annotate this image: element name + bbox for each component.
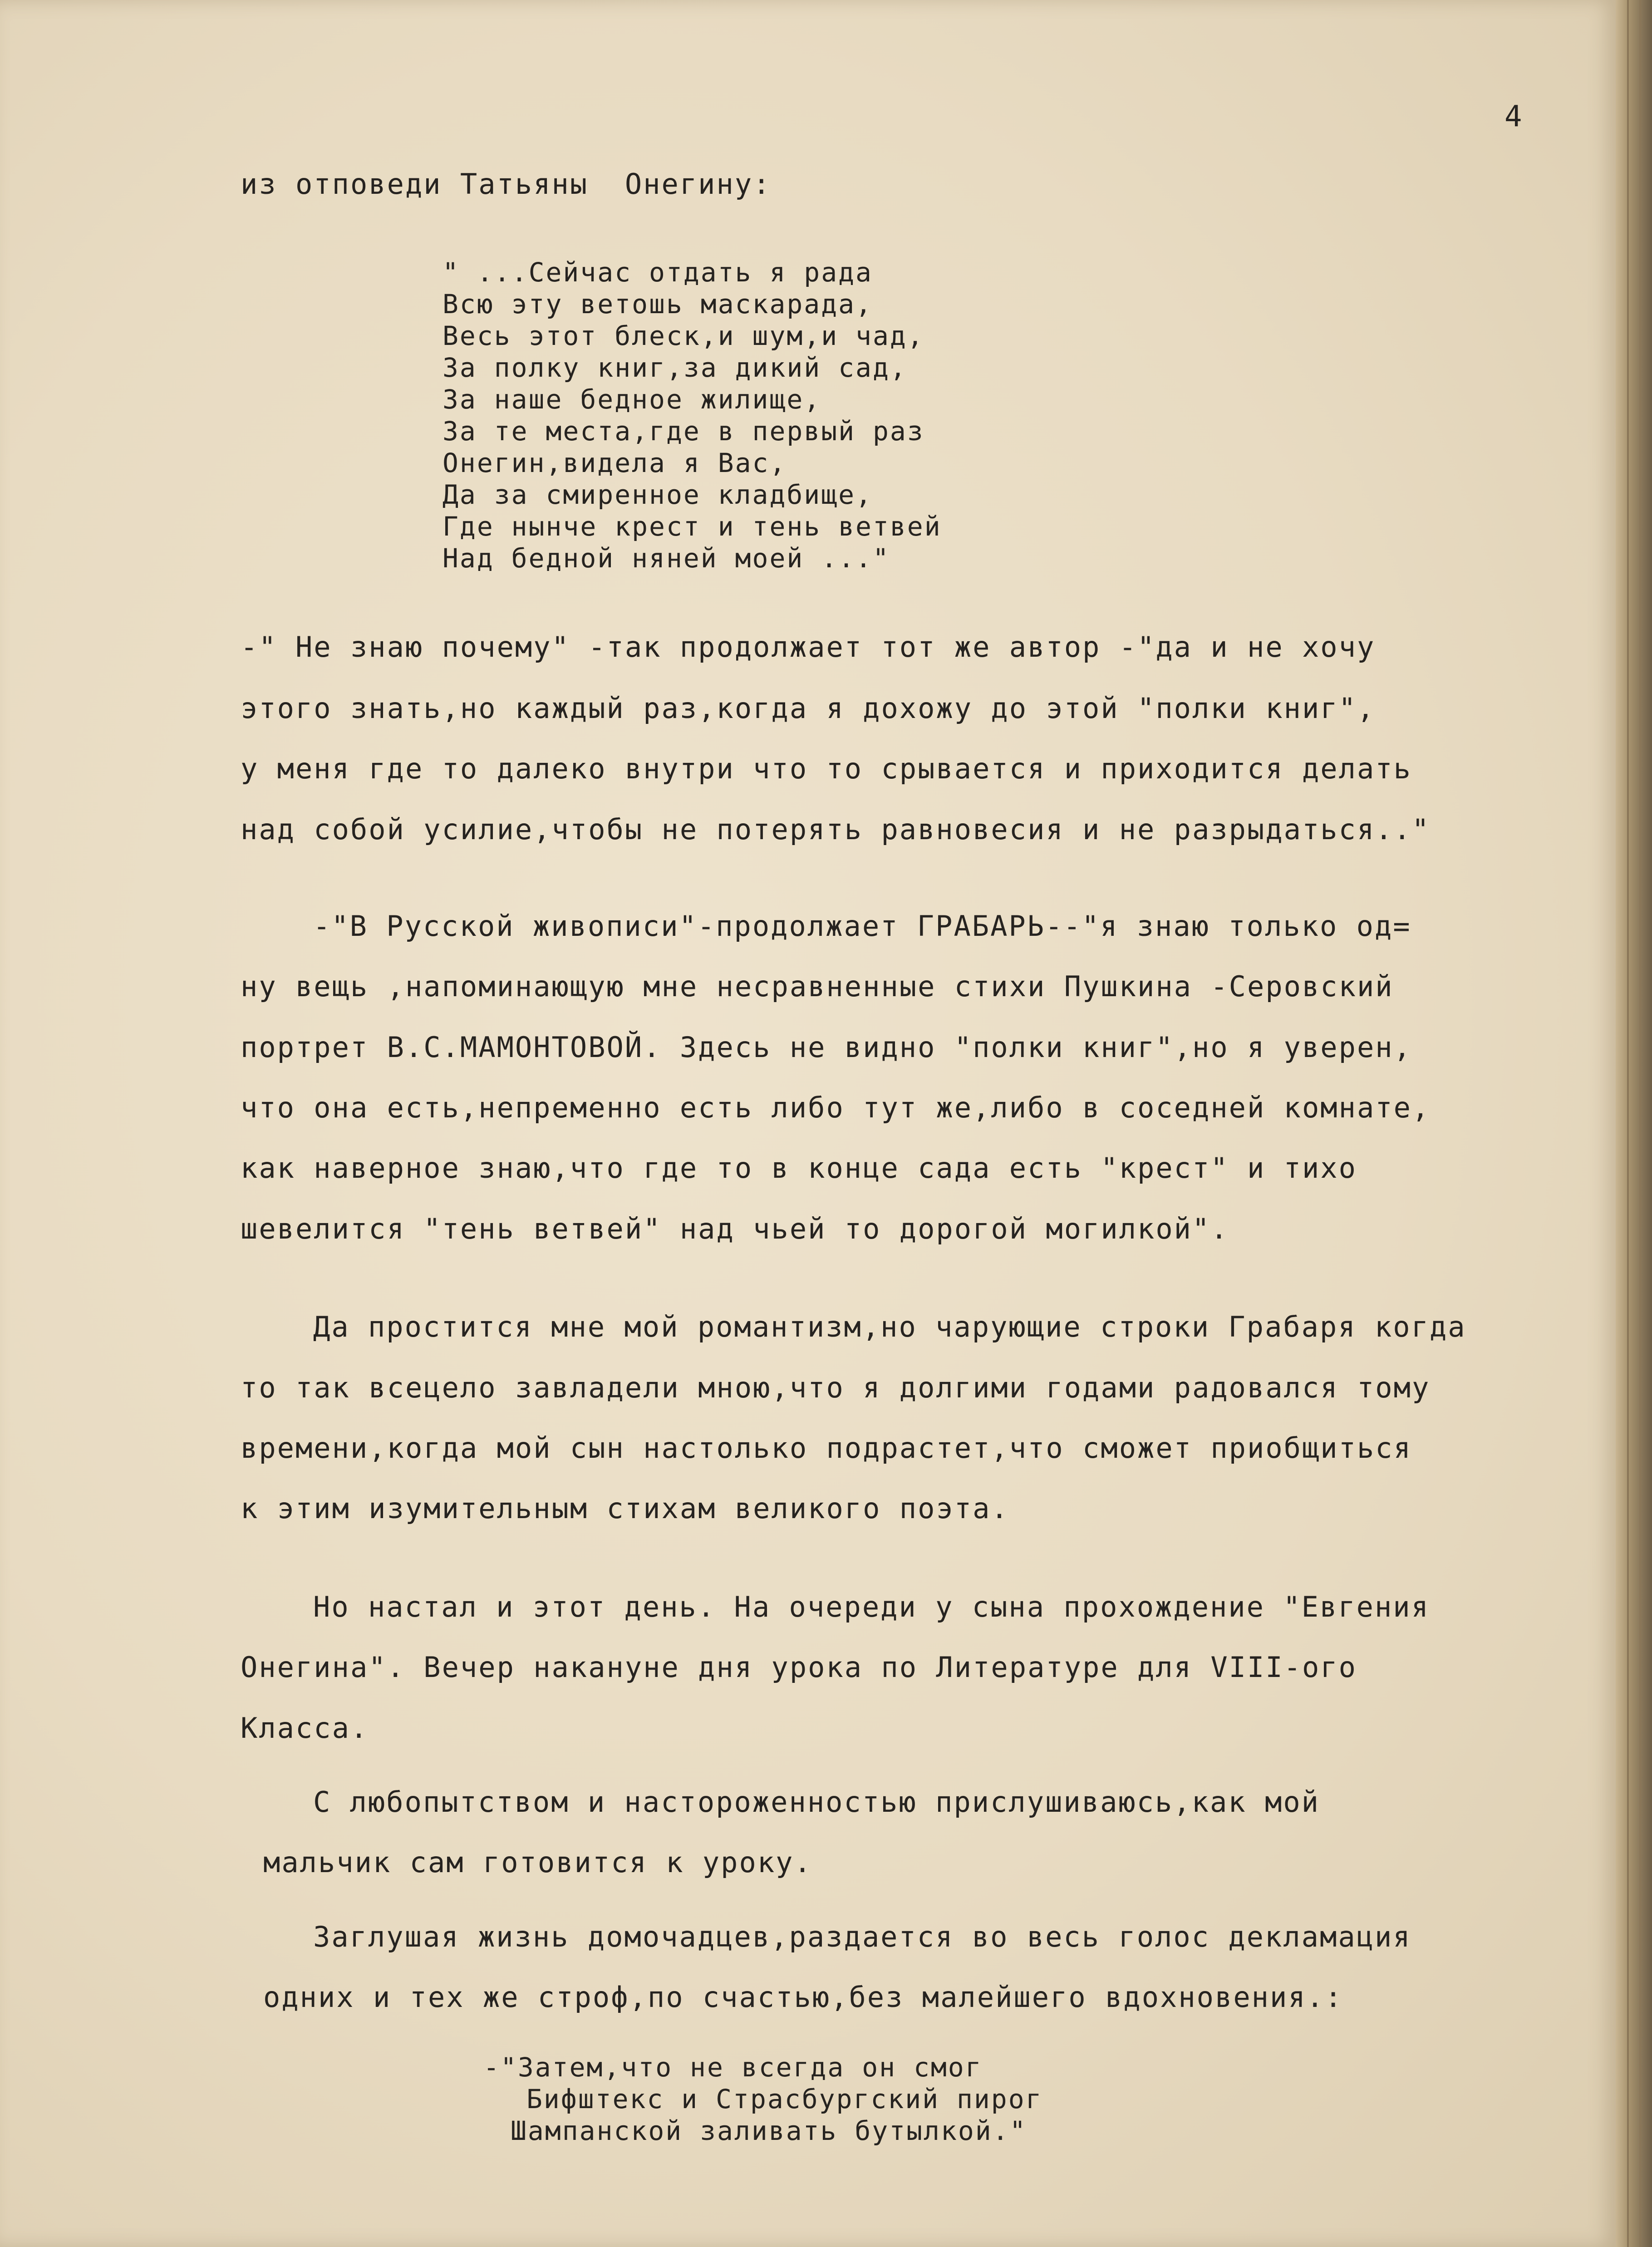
text-line: из отповеди Татьяны Онегину: — [241, 167, 772, 201]
poem-line: Бифштекс и Страсбургский пирог — [526, 2084, 1043, 2114]
text-line: Заглушая жизнь домочадцев,раздается во весь голос декламация — [313, 1920, 1411, 1953]
text-line: Но настал и этот день. На очереди у сына прохождение "Евгения — [313, 1590, 1430, 1623]
poem-line: За те места,где в первый раз — [442, 416, 924, 447]
text-line: -"В Русской живописи"-продолжает ГРАБАРЬ--"я знаю только од= — [313, 910, 1411, 943]
text-line: этого знать,но каждый раз,когда я дохожу до этой "полки книг", — [241, 692, 1376, 725]
poem-line: Да за смиренное кладбище, — [442, 479, 873, 510]
text-line: то так всецело завладели мною,что я долгими годами радовался тому — [241, 1371, 1431, 1404]
page-number: 4 — [1504, 100, 1524, 133]
text-line: шевелится "тень ветвей" над чьей то дорогой могилкой". — [241, 1212, 1229, 1245]
text-line: С любопытством и настороженностью прислушиваюсь,как мой — [313, 1785, 1320, 1819]
text-line: одних и тех же строф,по счастью,без малейшего вдохновения.: — [263, 1981, 1343, 2014]
page-edge-line — [1627, 0, 1629, 2247]
page-edge-shadow — [1616, 0, 1652, 2247]
text-line: к этим изумительным стихам великого поэта. — [241, 1492, 1009, 1525]
text-line: -" Не знаю почему" -так продолжает тот же автор -"да и не хочу — [241, 630, 1376, 664]
text-line: Да простится мне мой романтизм,но чарующие строки Грабаря когда — [313, 1310, 1466, 1343]
poem-line: " ...Сейчас отдать я рада — [442, 257, 873, 288]
text-line: мальчик сам готовится к уроку. — [263, 1846, 812, 1879]
page-edge-line — [1639, 0, 1641, 2247]
poem-line: Где нынче крест и тень ветвей — [442, 511, 942, 542]
text-line: над собой усилие,чтобы не потерять равновесия и не разрыдаться.." — [241, 813, 1431, 846]
poem-line: За наше бедное жилище, — [442, 384, 821, 415]
poem-line: Над бедной няней моей ..." — [442, 543, 890, 574]
text-line: что она есть,непременно есть либо тут же,либо в соседней комнате, — [241, 1091, 1431, 1124]
text-line: времени,когда мой сын настолько подрастет,что сможет приобщиться — [241, 1431, 1412, 1465]
poem-line: Онегин,видела я Вас, — [442, 447, 787, 478]
poem-line: -"Затем,что не всегда он смог — [483, 2052, 983, 2083]
text-line: у меня где то далеко внутри что то срывается и приходится делать — [241, 752, 1412, 785]
text-line: портрет В.С.МАМОНТОВОЙ. Здесь не видно "полки книг",но я уверен, — [241, 1031, 1412, 1064]
text-line: как наверное знаю,что где то в конце сада есть "крест" и тихо — [241, 1151, 1357, 1185]
poem-line: За полку книг,за дикий сад, — [442, 352, 907, 383]
poem-line: Всю эту ветошь маскарада, — [442, 289, 873, 320]
text-line: Онегина". Вечер накануне дня урока по Литературе для VIII-ого — [241, 1651, 1357, 1684]
poem-line: Шампанской заливать бутылкой." — [511, 2115, 1027, 2146]
poem-line: Весь этот блеск,и шум,и чад, — [442, 320, 924, 351]
text-line: ну вещь ,напоминающую мне несравненные стихи Пушкина -Серовский — [241, 970, 1394, 1003]
text-line: Класса. — [241, 1711, 369, 1745]
